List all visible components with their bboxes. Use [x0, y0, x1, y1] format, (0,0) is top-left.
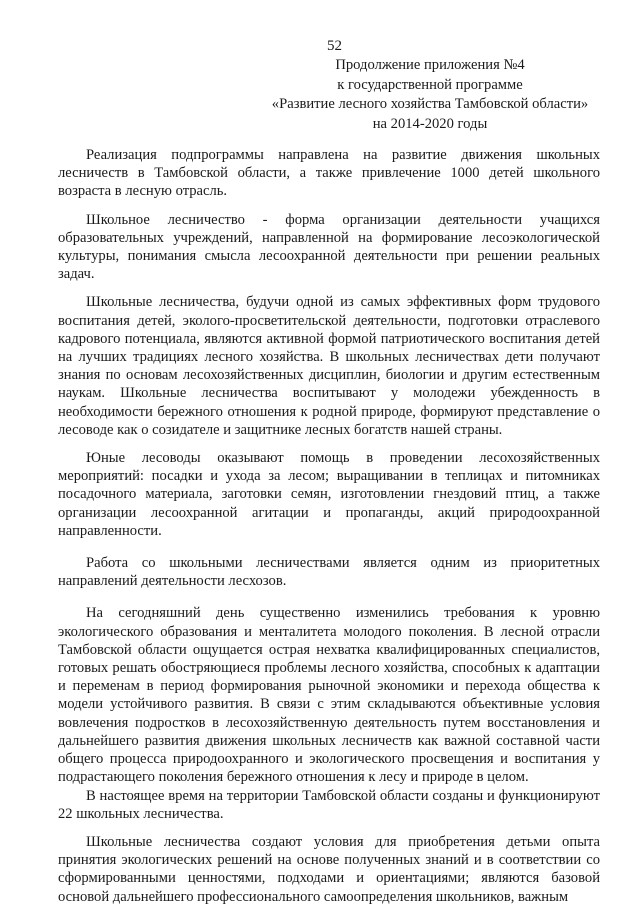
paragraph: Реализация подпрограммы направлена на развитие движения школьных лесничеств в Тамбовской области, а также привлечение 1000 детей школьного возраста в лесную отрасль. [58, 147, 600, 200]
paragraph: Юные лесоводы оказывают помощь в проведении лесохозяйственных мероприятий: посадки и ухода за лесом; выращивании в теплицах и питомниках посадочного материала, заготовки семян, изготовлении гнездовий птиц, а также организации лесоохранной агитации и пропаганды, акций природоохранной направленности. [58, 450, 600, 539]
paragraph: Школьное лесничество - форма организации деятельности учащихся образовательных учреждений, направленной на формирование лесоэкологической культуры, понимания смысла лесоохранной деятельности при решении реальных задач. [58, 211, 600, 283]
paragraph: В настоящее время на территории Тамбовской области созданы и функционируют 22 школьных лесничества. [58, 787, 600, 822]
paragraph: Работа со школьными лесничествами является одним из приоритетных направлений деятельности лесхозов. [58, 555, 600, 590]
paragraph: Школьные лесничества, будучи одной из самых эффективных форм трудового воспитания детей, эколого-просветительской деятельности, подготовки отраслевого кадрового потенциала, являются активной формой патриотического воспитания детей на лучших традициях лесного хозяйства. В школьных лесничествах дети получают знания по основам лесохозяйственных дисциплин, биологии и другим естественным наукам. Школьные лесничества воспитывают у молодежи убежденность в необходимости бережного отношения к родной природе, формируют представление о лесоводе как о созидателе и защитнике лесных богатств нашей страны. [58, 294, 600, 438]
appendix-header [240, 56, 620, 134]
document-body [58, 146, 600, 906]
header-line: Продолжение приложения №4 [335, 57, 525, 73]
paragraph: Школьные лесничества создают условия для приобретения детьми опыта принятия экологических решений на основе полученных знаний и в соответствии со сформированными ценностями, подходами и ориентациями; являются базовой основой дальнейшего профессионального самоопределения школьников, важным [58, 833, 600, 905]
paragraph: На сегодняшний день существенно изменились требования к уровню экологического образования и менталитета молодого поколения. В лесной отрасли Тамбовской области ощущается острая нехватка квалифицированных специалистов, готовых решать обостряющиеся проблемы лесного хозяйства, способных к адаптации и переменам в период формирования рыночной экономики и перехода общества к модели устойчивого развития. В связи с этим складываются объективные условия вовлечения подростков в лесохозяйственную деятельность путем восстановления и дальнейшего развития движения школьных лесничеств как важной составной части общего процесса природоохранного и экологического просвещения и воспитания у подрастающего поколения бережного отношения к лесу и природе в целом. [58, 605, 600, 786]
header-line: на 2014-2020 годы [372, 115, 488, 132]
page-number: 52 [327, 38, 342, 54]
header-line: «Развитие лесного хозяйства Тамбовской области» [271, 96, 589, 112]
header-line: к государственной программе [337, 76, 523, 93]
